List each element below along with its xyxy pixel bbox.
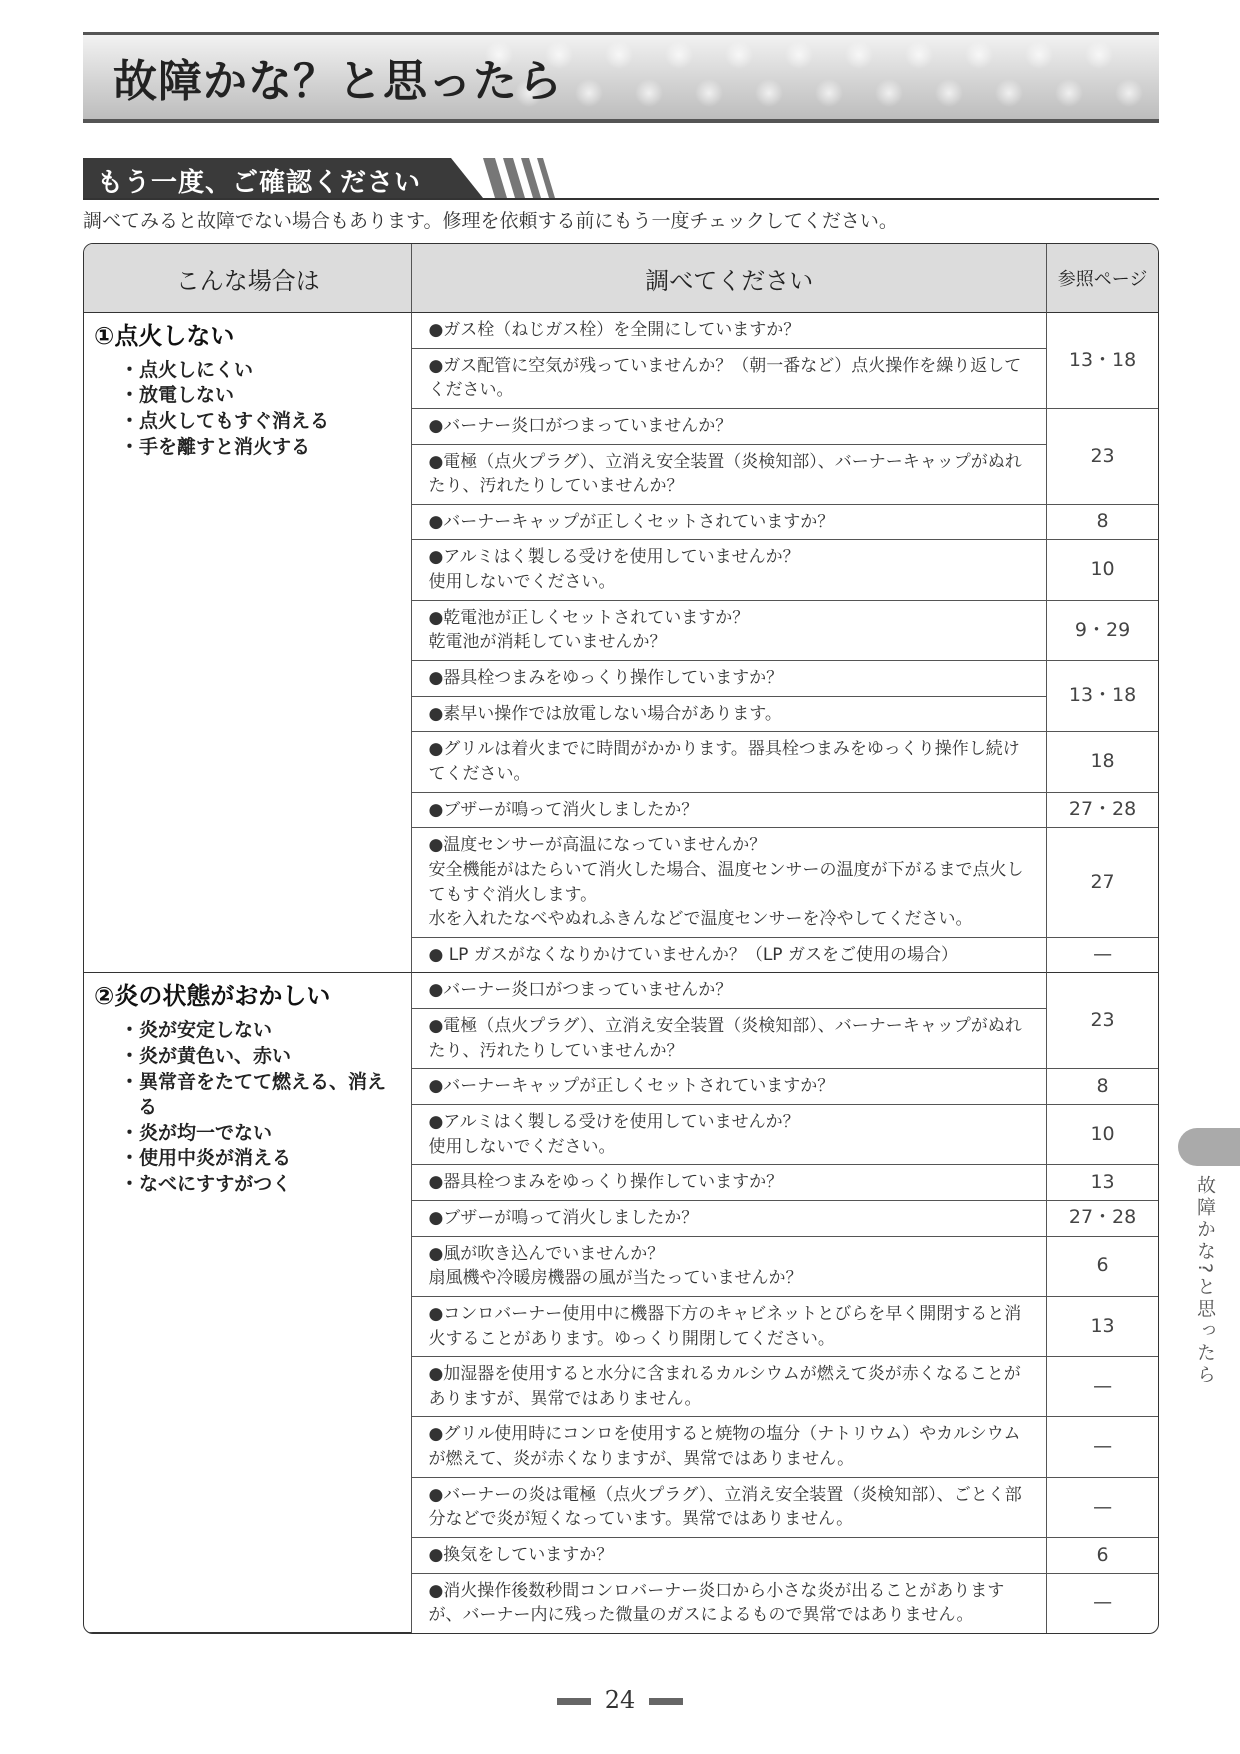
- case-symptom: ・放電しない: [120, 384, 235, 407]
- troubleshooting-table: [83, 243, 1159, 1634]
- case-symptom: ・炎が黄色い、赤い: [120, 1044, 292, 1067]
- banner-dot-pattern: [459, 35, 1159, 119]
- page-number: 24: [604, 1686, 636, 1714]
- ref-page-cell: 23: [1046, 973, 1158, 1069]
- check-cell: ●バーナーの炎は電極（点火プラグ）、立消え安全装置（炎検知部）、ごとく部分などで炎が短くなっています。異常ではありません。: [411, 1478, 1046, 1538]
- check-cell: ●温度センサーが高温になっていませんか？ 安全機能がはたらいて消火した場合、温度センサーの温度が下がるまで点火してもすぐ消火します。 水を入れたなべやぬれふきんなどで温度センサーを冷やしてください。: [411, 828, 1046, 938]
- case-symptom: ・炎が安定しない: [120, 1019, 273, 1042]
- header-check: 調べてください: [411, 244, 1046, 313]
- check-cell: ●消火操作後数秒間コンロバーナー炎口から小さな炎が出ることがありますが、バーナー内に残った微量のガスによるもので異常ではありません。: [411, 1574, 1046, 1633]
- check-cell: ●ガス配管に空気が残っていませんか？（朝一番など）点火操作を繰り返してください。: [411, 349, 1046, 409]
- check-cell: ●バーナー炎口がつまっていませんか？: [411, 409, 1046, 445]
- ref-page-cell: 13: [1046, 1165, 1158, 1201]
- case-title: ②炎の状態がおかしい: [94, 982, 331, 1011]
- section-title: もう一度、ご確認ください: [97, 168, 422, 198]
- check-cell: ●ブザーが鳴って消火しましたか？: [411, 793, 1046, 829]
- check-cell: ●電極（点火プラグ）、立消え安全装置（炎検知部）、バーナーキャップがぬれたり、汚れたりしていませんか？: [411, 1009, 1046, 1069]
- check-cell: ●素早い操作では放電しない場合があります。: [411, 697, 1046, 733]
- case-symptom: ・なべにすすがつく: [120, 1173, 292, 1196]
- side-index-tab: [1178, 1128, 1240, 1166]
- intro-text: 調べてみると故障でない場合もあります。修理を依頼する前にもう一度チェックしてください。: [83, 210, 898, 232]
- ref-page-cell: 10: [1046, 1105, 1158, 1165]
- check-cell: ●器具栓つまみをゆっくり操作していますか？: [411, 1165, 1046, 1201]
- table-row: [84, 313, 1158, 349]
- ref-page-cell: 13・18: [1046, 661, 1158, 732]
- check-cell: ●グリル使用時にコンロを使用すると焼物の塩分（ナトリウム）やカルシウムが燃えて、炎が赤くなりますが、異常ではありません。: [411, 1417, 1046, 1477]
- case-cell: [84, 313, 411, 973]
- check-cell: ●グリルは着火までに時間がかかります。器具栓つまみをゆっくり操作し続けてください。: [411, 732, 1046, 792]
- check-cell: ●バーナーキャップが正しくセットされていますか？: [411, 1069, 1046, 1105]
- ref-page-cell: 8: [1046, 1069, 1158, 1105]
- ref-page-cell: 27: [1046, 828, 1158, 938]
- case-symptom: ・点火してもすぐ消える: [120, 410, 330, 433]
- section-header: [83, 152, 1159, 200]
- check-cell: ●バーナーキャップが正しくセットされていますか？: [411, 505, 1046, 541]
- ref-page-cell: 27・28: [1046, 1201, 1158, 1237]
- ref-page-cell: 8: [1046, 505, 1158, 541]
- ref-page-cell: —: [1046, 1357, 1158, 1417]
- check-cell: ●風が吹き込んでいませんか？ 扇風機や冷暖房機器の風が当たっていませんか？: [411, 1237, 1046, 1297]
- ref-page-cell: 9・29: [1046, 601, 1158, 661]
- check-cell: ●器具栓つまみをゆっくり操作していますか？: [411, 661, 1046, 697]
- ref-page-cell: 6: [1046, 1237, 1158, 1297]
- footer-bar-left: [557, 1698, 591, 1705]
- ref-page-cell: 6: [1046, 1538, 1158, 1574]
- ref-page-cell: 13: [1046, 1297, 1158, 1357]
- case-symptom: ・点火しにくい: [120, 358, 254, 381]
- check-cell: ●ブザーが鳴って消火しましたか？: [411, 1201, 1046, 1237]
- case-symptom: ・異常音をたてて燃える、消える: [120, 1070, 387, 1119]
- header-ref: 参照ページ: [1046, 244, 1158, 313]
- section-stripes: [443, 158, 583, 198]
- check-cell: ●ガス栓（ねじガス栓）を全開にしていますか？: [411, 313, 1046, 349]
- check-cell: ●加湿器を使用すると水分に含まれるカルシウムが燃えて炎が赤くなることがありますが、異常ではありません。: [411, 1357, 1046, 1417]
- table-row: [84, 973, 1158, 1009]
- header-case: こんな場合は: [84, 244, 411, 313]
- case-symptom: ・炎が均一でない: [120, 1121, 273, 1144]
- page-footer: [0, 1686, 1240, 1714]
- check-cell: ●電極（点火プラグ）、立消え安全装置（炎検知部）、バーナーキャップがぬれたり、汚れたりしていませんか？: [411, 445, 1046, 505]
- page-title: 故障かな？と思ったら: [113, 56, 563, 107]
- footer-bar-right: [649, 1698, 683, 1705]
- case-cell: [84, 973, 411, 1632]
- check-cell: ●コンロバーナー使用中に機器下方のキャビネットとびらを早く開閉すると消火することがあります。ゆっくり開閉してください。: [411, 1297, 1046, 1357]
- ref-page-cell: 13・18: [1046, 313, 1158, 409]
- ref-page-cell: —: [1046, 1478, 1158, 1538]
- ref-page-cell: 23: [1046, 409, 1158, 505]
- side-index-label: 故障かな?と思ったら: [1194, 1175, 1216, 1387]
- ref-page-cell: 18: [1046, 732, 1158, 792]
- case-title: ①点火しない: [94, 322, 235, 350]
- ref-page-cell: —: [1046, 938, 1158, 974]
- ref-page-cell: 27・28: [1046, 793, 1158, 829]
- case-symptom: ・手を離すと消火する: [120, 435, 311, 458]
- ref-page-cell: —: [1046, 1574, 1158, 1633]
- title-banner: [83, 32, 1159, 123]
- check-cell: ●乾電池が正しくセットされていますか？ 乾電池が消耗していませんか？: [411, 601, 1046, 661]
- check-cell: ●アルミはく製しる受けを使用していませんか？ 使用しないでください。: [411, 1105, 1046, 1165]
- check-cell: ●バーナー炎口がつまっていませんか？: [411, 973, 1046, 1009]
- check-cell: ●換気をしていますか？: [411, 1538, 1046, 1574]
- case-symptom: ・使用中炎が消える: [120, 1147, 292, 1170]
- check-cell: ● LP ガスがなくなりかけていませんか？（LP ガスをご使用の場合）: [411, 938, 1046, 974]
- check-cell: ●アルミはく製しる受けを使用していませんか？ 使用しないでください。: [411, 540, 1046, 600]
- ref-page-cell: 10: [1046, 540, 1158, 600]
- ref-page-cell: —: [1046, 1417, 1158, 1477]
